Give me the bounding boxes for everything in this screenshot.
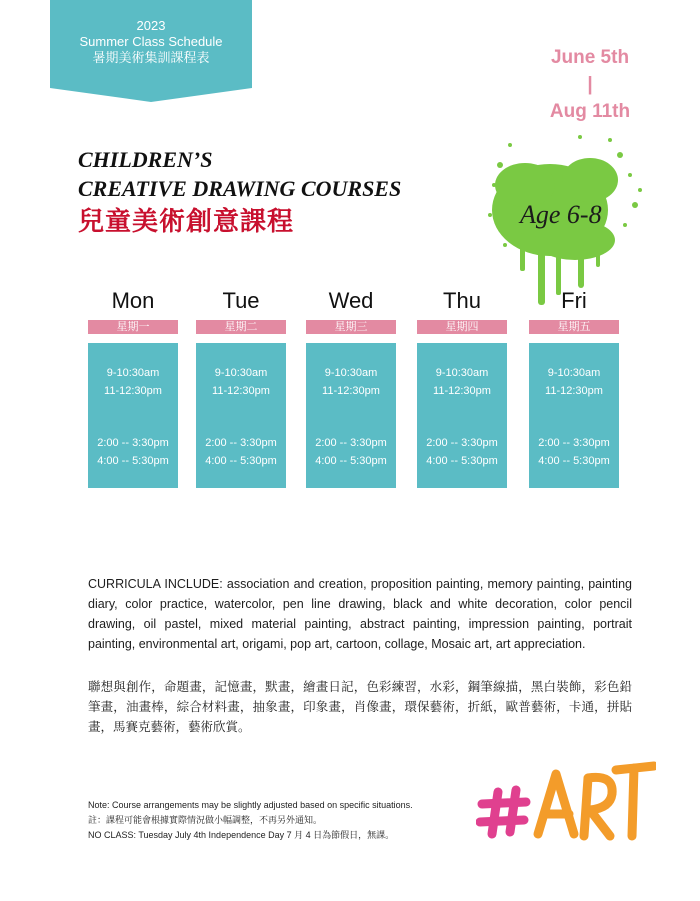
day-fri-cn: 星期五 (529, 320, 619, 334)
time-pm-2: 4:00 -- 5:30pm (205, 455, 277, 467)
timeslot-box-tue (196, 343, 286, 488)
date-start: June 5th (550, 47, 630, 68)
course-title-line1: CHILDREN’S (78, 147, 213, 172)
age-label: Age 6-8 (520, 200, 602, 229)
time-pm-2: 4:00 -- 5:30pm (97, 455, 169, 467)
day-wed-cn: 星期三 (306, 320, 396, 334)
day-wed: Wed (328, 288, 374, 313)
day-mon: Mon (111, 288, 155, 313)
time-pm-1: 2:00 -- 3:30pm (97, 437, 169, 449)
time-pm-2: 4:00 -- 5:30pm (426, 455, 498, 467)
header-banner (50, 0, 252, 88)
notes (88, 798, 508, 843)
timeslot-box-fri (529, 343, 619, 488)
time-am-1: 9-10:30am (435, 367, 489, 379)
time-am-2: 11-12:30pm (545, 385, 603, 397)
course-title-line2: CREATIVE DRAWING COURSES (78, 176, 402, 201)
time-pm-1: 2:00 -- 3:30pm (538, 437, 610, 449)
time-pm-1: 2:00 -- 3:30pm (205, 437, 277, 449)
time-am-2: 11-12:30pm (433, 385, 491, 397)
date-range (540, 44, 640, 125)
curricula-text-cn: 聯想與創作，命題畫，記憶畫，默畫，繪畫日記，色彩練習，水彩，鋼筆線描，黑白裝飾，彩色鉛筆畫，油畫棒，綜合材料畫，抽象畫，印象畫，肖像畫，環保藝術，折紙，歐普藝術，卡通，拼貼畫，馬賽克藝術，藝術欣賞。 (88, 680, 632, 734)
schedule-subtitle: Summer Class Schedule (79, 34, 223, 49)
year-label: 2023 (136, 18, 166, 33)
time-pm-2: 4:00 -- 5:30pm (315, 455, 387, 467)
timeslot-box-thu (417, 343, 507, 488)
curricula-text: CURRICULA INCLUDE: association and creation, proposition painting, memory painting, painting diary, color practice, watercolor, pen line drawing, black and white decoration, color pencil drawing, oil pastel, mixed material painting, abstract painting, impression painting, portrait painting, environmental art, origami, pop art, cartoon, collage, Mosaic art, art appreciation. (88, 577, 632, 651)
time-pm-2: 4:00 -- 5:30pm (538, 455, 610, 467)
day-tue-cn: 星期二 (196, 320, 286, 334)
timeslot-box-wed (306, 343, 396, 488)
day-thu-cn: 星期四 (417, 320, 507, 334)
note-cn: 註：課程可能會根據實際情況做小幅調整，不再另外通知。 (88, 815, 323, 825)
no-class-note: NO CLASS: Tuesday July 4th Independence Day 7 月 4 日為節假日，無課。 (88, 830, 395, 840)
time-am-1: 9-10:30am (214, 367, 268, 379)
timeslot-box-mon (88, 343, 178, 488)
time-am-1: 9-10:30am (324, 367, 378, 379)
time-am-2: 11-12:30pm (212, 385, 270, 397)
time-pm-1: 2:00 -- 3:30pm (426, 437, 498, 449)
time-am-1: 9-10:30am (106, 367, 160, 379)
course-title-cn: 兒童美術創意課程 (78, 206, 295, 236)
date-separator: | (587, 74, 593, 95)
day-mon-cn: 星期一 (88, 320, 178, 334)
time-am-2: 11-12:30pm (104, 385, 162, 397)
day-fri: Fri (561, 288, 587, 313)
time-am-2: 11-12:30pm (322, 385, 380, 397)
time-am-1: 9-10:30am (547, 367, 601, 379)
day-thu: Thu (443, 288, 481, 313)
time-pm-1: 2:00 -- 3:30pm (315, 437, 387, 449)
schedule-subtitle-cn: 暑期美術集訓課程表 (92, 50, 210, 65)
date-end: Aug 11th (549, 101, 631, 122)
art-logo-icon (476, 752, 656, 852)
course-title (78, 145, 401, 203)
note-en: Note: Course arrangements may be slightly adjusted based on specific situations. (88, 800, 413, 810)
day-tue: Tue (222, 288, 260, 313)
